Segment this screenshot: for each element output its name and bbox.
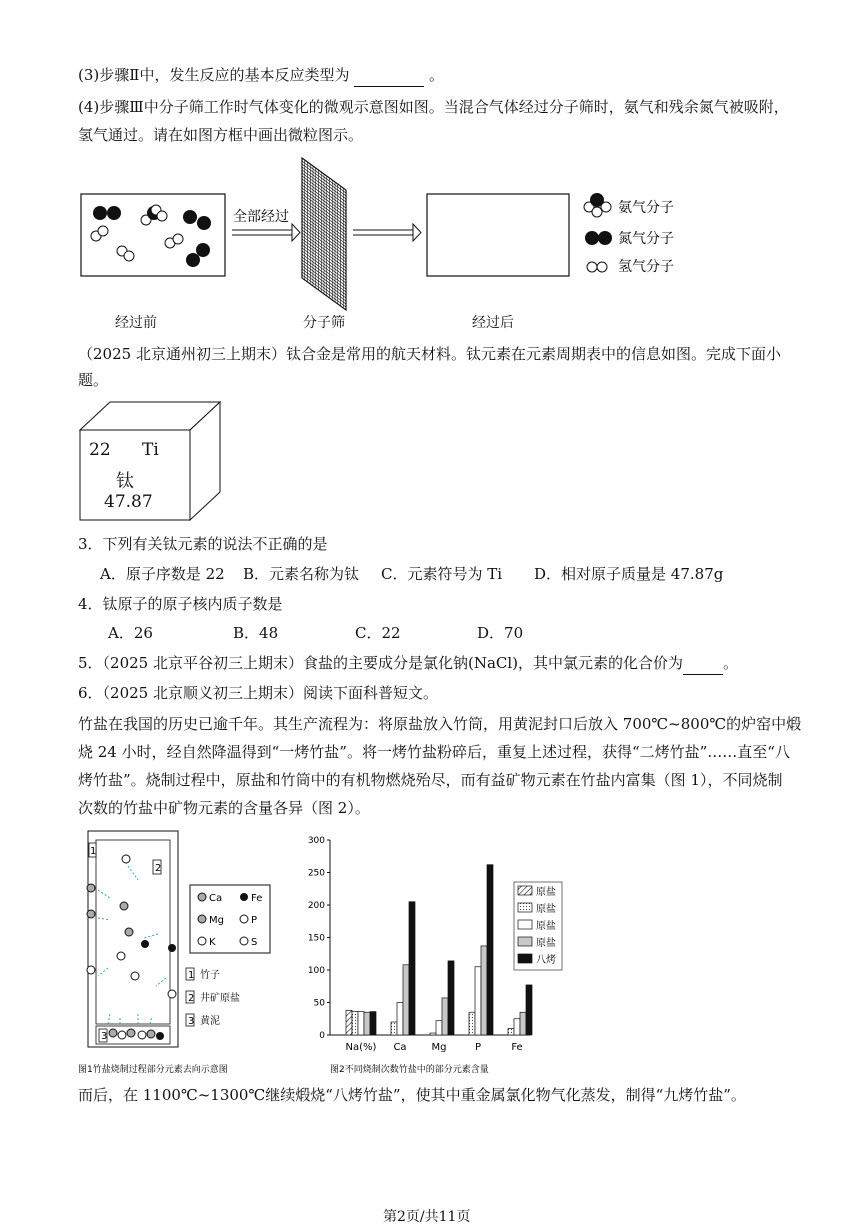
arrow-1 — [232, 224, 300, 241]
legend-label: 原盐 — [536, 938, 556, 949]
legend-swatch — [518, 954, 532, 963]
legend-nitrogen-molecule — [585, 231, 612, 245]
q4b-stem: 4．钛原子的原子核内质子数是 — [78, 595, 283, 613]
bar — [526, 985, 532, 1035]
fig2-caption: 图2不同烧制次数竹盐中的部分元素含量 — [330, 1065, 489, 1075]
bar — [370, 1012, 376, 1035]
bar — [487, 865, 493, 1035]
passage-line4: 次数的竹盐中矿物元素的含量各异（图 2）。 — [78, 799, 370, 817]
fig1-caption: 图1竹盐烧制过程部分元素去向示意图 — [78, 1065, 228, 1075]
legend-label: 原盐 — [536, 904, 556, 915]
svg-text:Ca: Ca — [209, 893, 223, 904]
caption-after: 经过后 — [472, 315, 514, 331]
svg-text:P: P — [251, 915, 258, 926]
sieve-diagram — [70, 150, 710, 290]
svg-text:3: 3 — [188, 1016, 195, 1027]
svg-text:黄泥: 黄泥 — [200, 1016, 220, 1027]
migration-arrows — [98, 866, 166, 1024]
y-tick-label: 250 — [307, 868, 325, 879]
atomic-mass: 47.87 — [104, 492, 153, 512]
atomic-number: 22 — [89, 440, 111, 460]
bar — [442, 998, 448, 1035]
y-tick-label: 200 — [307, 901, 325, 911]
option-b[interactable]: B．48 — [233, 624, 279, 642]
y-tick-label: 50 — [313, 998, 325, 1009]
bar — [358, 1012, 364, 1035]
element-name: 钛 — [116, 471, 134, 492]
question-3: (3)步骤Ⅱ中，发生反应的基本反应类型为 。 — [78, 64, 444, 87]
x-tick-label: Fe — [511, 1042, 523, 1053]
passage-line3: 烤竹盐”。烧制过程中，原盐和竹筒中的有机物燃烧殆尽，而有益矿物元素在竹盐内富集（图 1），不同烧制 — [78, 771, 783, 789]
legend-label: 原盐 — [536, 921, 556, 932]
bar — [364, 1012, 370, 1035]
bar — [481, 946, 487, 1035]
bar — [469, 1012, 475, 1035]
svg-text:Mg: Mg — [209, 915, 224, 926]
bar — [346, 1010, 352, 1035]
answer-blank[interactable] — [683, 652, 723, 675]
ti-intro-line2: 题。 — [78, 371, 109, 389]
bar — [397, 1003, 403, 1036]
legend-swatch — [518, 886, 532, 895]
x-tick-label: Ca — [393, 1042, 407, 1053]
bar — [352, 1012, 358, 1035]
option-a[interactable]: A．26 — [108, 624, 153, 642]
question-6: 6．（2025 北京顺义初三上期末）阅读下面科普短文。 — [78, 684, 438, 702]
caption-sieve: 分子筛 — [303, 315, 345, 331]
svg-text:井矿原盐: 井矿原盐 — [200, 993, 240, 1004]
option-d[interactable]: D．70 — [477, 624, 524, 642]
arrow-label: 全部经过 — [233, 209, 289, 225]
passage-line1: 竹盐在我国的历史已逾千年。其生产流程为：将原盐放入竹筒，用黄泥封口后放入 700℃~800℃的炉窑中煅 — [78, 715, 802, 733]
x-tick-label: Na(%) — [345, 1042, 377, 1053]
legend-label: 原盐 — [536, 887, 556, 898]
sieve-mesh — [302, 158, 346, 310]
bar — [520, 1012, 526, 1035]
bar — [409, 902, 415, 1035]
option-a[interactable]: A．原子序数是 22 — [100, 565, 225, 583]
option-c[interactable]: C．元素符号为 Ti — [381, 565, 503, 583]
svg-text:1: 1 — [90, 846, 97, 857]
legend-label: 氮气分子 — [618, 231, 674, 247]
option-b[interactable]: B．元素名称为钛 — [243, 565, 360, 583]
bar — [391, 1022, 397, 1035]
passage-line2: 烧 24 小时，经自然降温得到“一烤竹盐”。将一烤竹盐粉碎后，重复上述过程，获得“二烤竹盐”……直至“八 — [78, 743, 790, 761]
y-tick-label: 100 — [307, 966, 325, 976]
caption-before: 经过前 — [115, 315, 157, 331]
bar — [448, 961, 454, 1035]
svg-text:K: K — [209, 937, 216, 948]
question-4-line2: 氢气通过。请在如图方框中画出微粒图示。 — [78, 126, 364, 144]
bar — [403, 965, 409, 1035]
y-tick-label: 0 — [319, 1031, 325, 1041]
element-symbol: Ti — [142, 440, 159, 460]
bar — [475, 967, 481, 1035]
bar — [436, 1021, 442, 1035]
option-c[interactable]: C．22 — [355, 624, 401, 642]
svg-text:1: 1 — [188, 970, 195, 981]
y-tick-label: 150 — [307, 933, 325, 944]
bar — [514, 1019, 520, 1035]
bamboo-tube — [88, 831, 178, 1047]
legend-hydrogen-molecule — [587, 262, 607, 272]
svg-text:S: S — [251, 937, 258, 948]
svg-text:3: 3 — [101, 1031, 108, 1042]
svg-text:2: 2 — [155, 863, 162, 874]
svg-text:Fe: Fe — [251, 893, 263, 904]
answer-blank[interactable] — [354, 64, 424, 87]
after-box[interactable] — [427, 194, 569, 276]
before-particles — [91, 205, 211, 267]
svg-text:竹子: 竹子 — [200, 970, 220, 981]
bar — [430, 1033, 436, 1035]
legend-label: 氢气分子 — [618, 259, 674, 275]
legend-swatch — [518, 903, 532, 912]
svg-text:2: 2 — [188, 993, 195, 1004]
figure-1 — [78, 828, 298, 1080]
legend-swatch — [518, 920, 532, 929]
arrow-2 — [353, 224, 421, 241]
figure-2-chart — [300, 830, 556, 1078]
legend-swatch — [518, 937, 532, 946]
ti-intro-line1: （2025 北京通州初三上期末）钛合金是常用的航天材料。钛元素在元素周期表中的信息如图。完成下面小 — [78, 345, 781, 363]
question-4-line1: (4)步骤Ⅲ中分子筛工作时气体变化的微观示意图如图。当混合气体经过分子筛时，氨气和残余氮气被吸附， — [78, 98, 789, 116]
y-tick-label: 300 — [307, 836, 325, 846]
x-tick-label: P — [474, 1042, 482, 1053]
q3b-stem: 3．下列有关钛元素的说法不正确的是 — [78, 535, 328, 553]
option-d[interactable]: D．相对原子质量是 47.87g — [534, 565, 724, 583]
question-5: 5．（2025 北京平谷初三上期末）食盐的主要成分是氯化钠(NaCl)，其中氯元素的化合价为 。 — [78, 652, 738, 675]
passage-last: 而后，在 1100℃~1300℃继续煅烧“八烤竹盐”，使其中重金属氯化物气化蒸发，制得“九烤竹盐”。 — [78, 1086, 746, 1104]
x-tick-label: Mg — [431, 1042, 447, 1053]
legend-label: 氨气分子 — [618, 200, 674, 216]
legend-label: 八烤 — [536, 955, 556, 966]
page-footer: 第2页/共11页 — [383, 1209, 471, 1225]
bar — [508, 1029, 514, 1036]
element-particles — [87, 855, 176, 1040]
legend-ammonia-molecule — [584, 193, 611, 217]
